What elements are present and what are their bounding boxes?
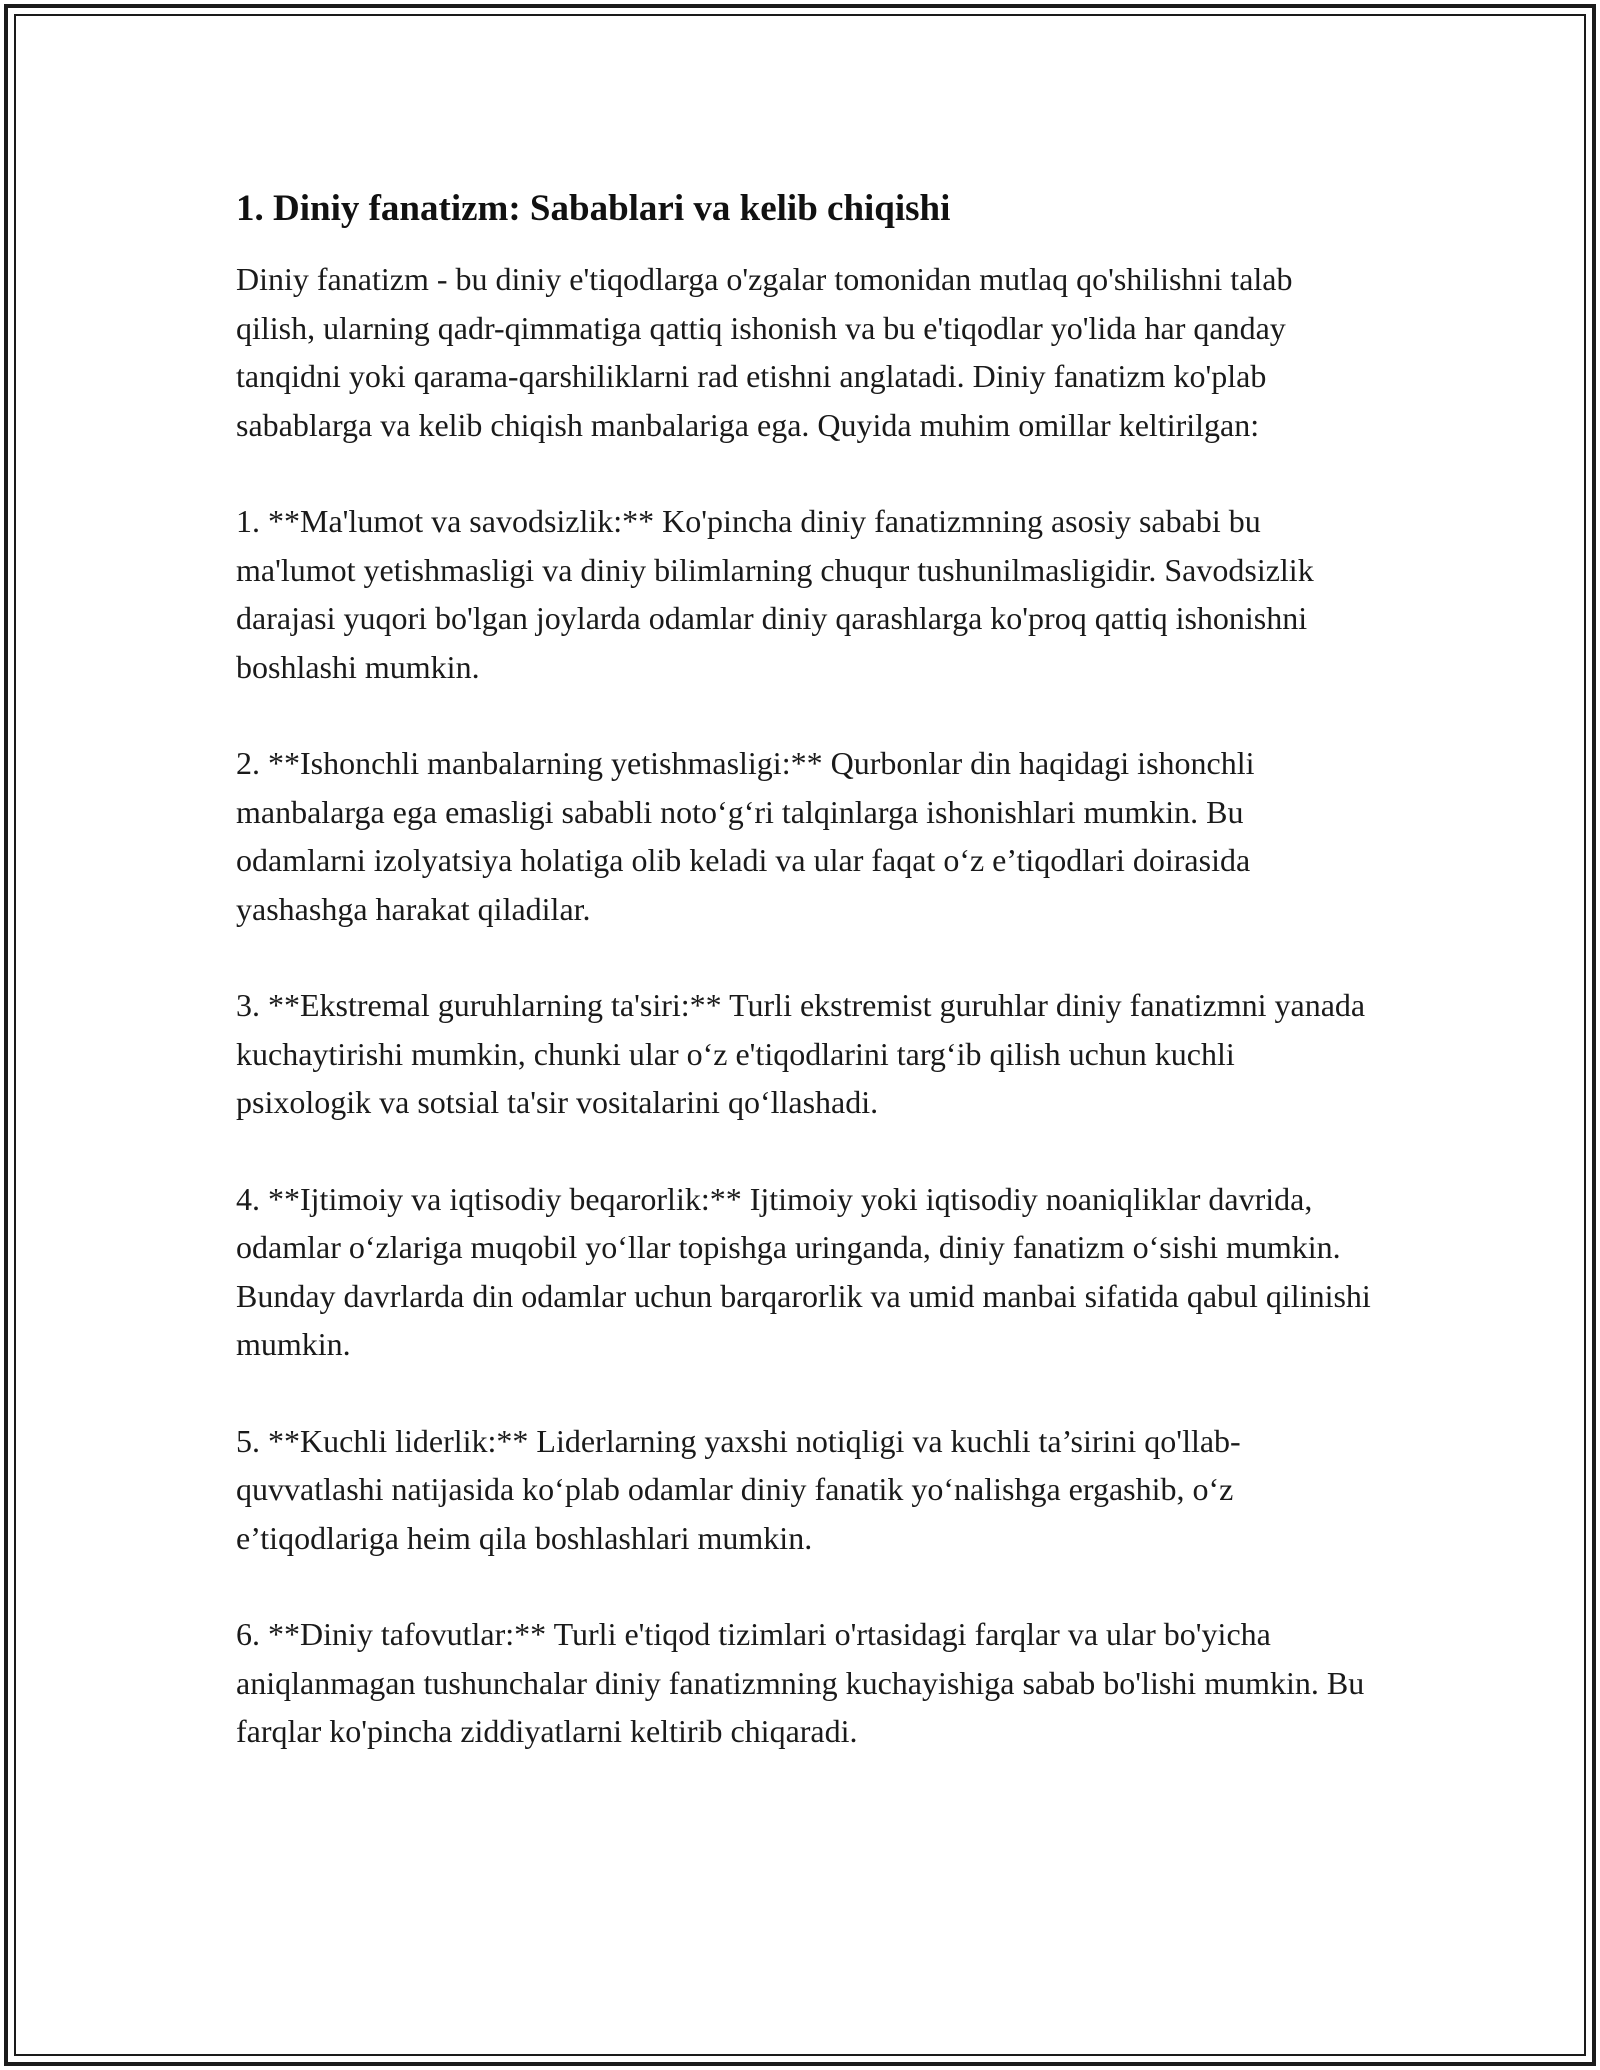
list-item: 5. **Kuchli liderlik:** Liderlarning yaxshi notiqligi va kuchli ta’sirini qo'llab-quvvatlashi natijasida ko‘plab odamlar diniy fanatik yo‘nalishga ergashib, o‘z e’tiqodlariga heim qila boshlashlari mumkin.	[236, 1422, 1241, 1556]
list-item: 1. **Ma'lumot va savodsizlik:** Ko'pincha diniy fanatizmning asosiy sababi bu ma'lumot yetishmasligi va diniy bilimlarning chuqur tushunilmasligidir. Savodsizlik darajasi yuqori bo'lgan joylarda odamlar diniy qarashlarga ko'proq qattiq ishonishni boshlashi mumkin.	[236, 503, 1314, 685]
list-item: 3. **Ekstremal guruhlarning ta'siri:** Turli ekstremist guruhlar diniy fanatizmni yanada kuchaytirishi mumkin, chunki ular o‘z e'tiqodlarini targ‘ib qilish uchun kuchli psixologik va sotsial ta'sir vositalarini qo‘llashadi.	[236, 987, 1366, 1120]
intro-paragraph: Diniy fanatizm - bu diniy e'tiqodlarga o'zgalar tomonidan mutlaq qo'shilishni talab qilish, ularning qadr-qimmatiga qattiq ishonish va bu e'tiqodlar yo'lida har qanday tanqidni yoki qarama-qarshiliklarni rad etishni anglatadi. Diniy fanatizm ko'plab sabablarga va kelib chiqish manbalariga ega. Quyida muhim omillar keltirilgan:	[236, 261, 1293, 443]
list-item: 4. **Ijtimoiy va iqtisodiy beqarorlik:** Ijtimoiy yoki iqtisodiy noaniqliklar davrida, odamlar o‘zlariga muqobil yo‘llar topishga uringanda, diniy fanatizm o‘sishi mumkin. Bunday davrlarda din odamlar uchun barqarorlik va umid manbai sifatida qabul qilinishi mumkin.	[236, 1180, 1371, 1362]
list-item: 2. **Ishonchli manbalarning yetishmasligi:** Qurbonlar din haqidagi ishonchli manbalarga ega emasligi sababli noto‘g‘ri talqinlarga ishonishlari mumkin. Bu odamlarni izolyatsiya holatiga olib keladi va ular faqat o‘z e’tiqodlari doirasida yashashga harakat qiladilar.	[236, 745, 1255, 927]
document-body	[236, 185, 1376, 1804]
section-title: 1. Diniy fanatizm: Sabablari va kelib chiqishi	[236, 188, 951, 229]
list-item: 6. **Diniy tafovutlar:** Turli e'tiqod tizimlari o'rtasidagi farqlar va ular bo'yicha aniqlanmagan tushunchalar diniy fanatizmning kuchayishiga sabab bo'lishi mumkin. Bu farqlar ko'pincha ziddiyatlarni keltirib chiqaradi.	[236, 1616, 1365, 1749]
